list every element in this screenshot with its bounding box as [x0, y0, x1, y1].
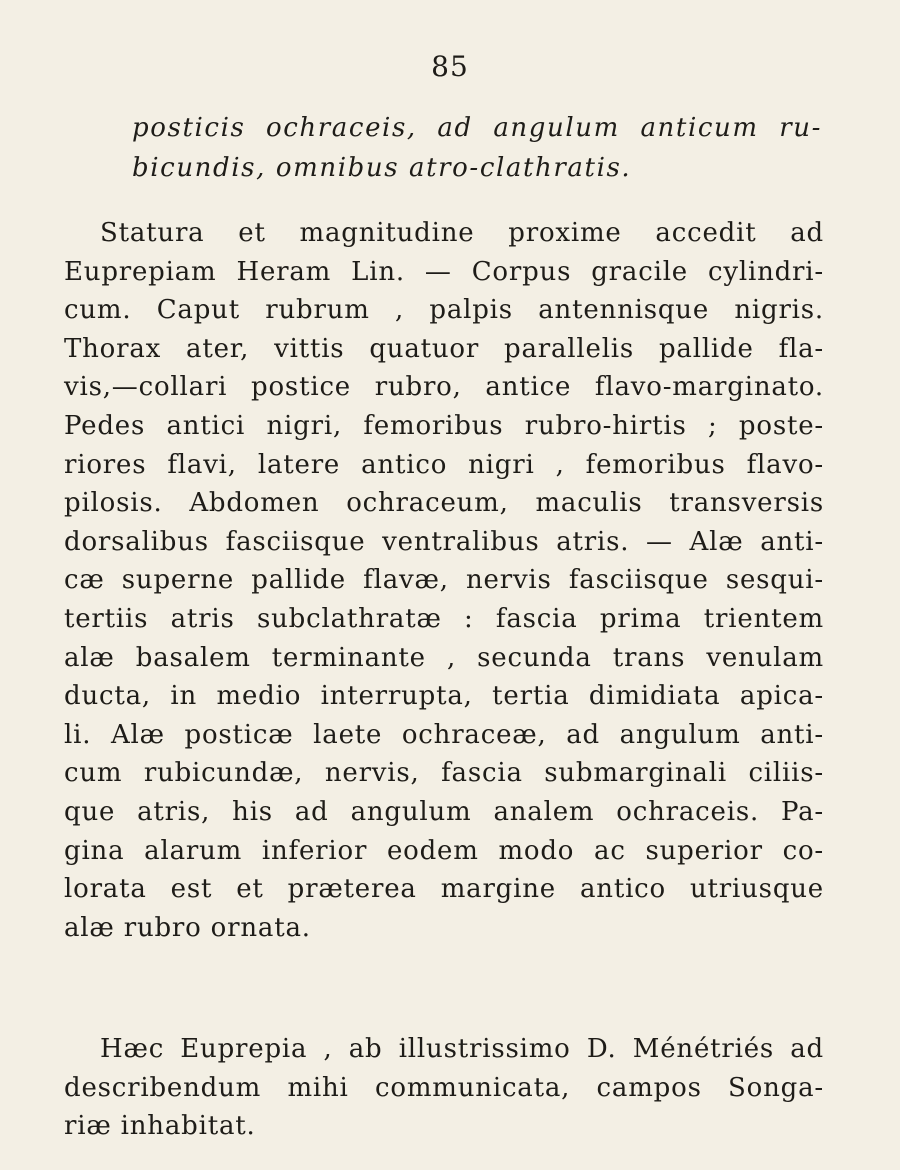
italic-diagnosis: [132, 108, 822, 188]
page-number: 85: [431, 50, 469, 83]
text-line: riæ inhabitat.: [64, 1111, 256, 1142]
habitat-paragraph: [64, 1030, 824, 1146]
text-line: cum rubicundæ, nervis, fascia submarginali ciliis-: [64, 758, 824, 789]
text-line: posticis ochraceis, ad angulum anticum ru-: [132, 113, 822, 143]
text-line: describendum mihi communicata, campos Songa-: [64, 1072, 824, 1103]
text-line: riores flavi, latere antico nigri , femoribus flavo-: [64, 449, 824, 480]
text-line: Hæc Euprepia , ab illustrissimo D. Ménétriés ad: [100, 1034, 824, 1064]
text-line: tertiis atris subclathratæ : fascia prima trientem: [64, 603, 824, 634]
text-line: lorata est et præterea margine antico utriusque: [64, 874, 824, 905]
text-line: alæ basalem terminante , secunda trans venulam: [64, 642, 824, 673]
text-line: Pedes antici nigri, femoribus rubro-hirtis ; poste-: [64, 410, 824, 441]
text-line: Statura et magnitudine proxime accedit ad: [100, 218, 824, 248]
description-paragraph: [64, 214, 824, 947]
text-line: cæ superne pallide flavæ, nervis fasciisque sesqui-: [64, 565, 824, 596]
text-line: vis,—collari postice rubro, antice flavo-marginato.: [64, 372, 824, 403]
text-line: pilosis. Abdomen ochraceum, maculis transversis: [64, 488, 824, 519]
text-line: dorsalibus fasciisque ventralibus atris. — Alæ anti-: [64, 526, 824, 557]
text-line: Thorax ater, vittis quatuor parallelis pallide fla-: [64, 333, 824, 364]
text-line: alæ rubro ornata.: [64, 912, 311, 943]
text-line: cum. Caput rubrum , palpis antennisque nigris.: [64, 295, 824, 326]
text-line: que atris, his ad angulum analem ochraceis. Pa-: [64, 796, 824, 827]
text-line: li. Alæ posticæ laete ochraceæ, ad angulum anti-: [64, 719, 824, 750]
text-line: Euprepiam Heram Lin. — Corpus gracile cylindri-: [64, 256, 824, 287]
text-line: gina alarum inferior eodem modo ac superior co-: [64, 835, 824, 866]
text-line: ducta, in medio interrupta, tertia dimidiata apica-: [64, 681, 824, 712]
text-line: bicundis, omnibus atro-clathratis.: [132, 153, 632, 183]
